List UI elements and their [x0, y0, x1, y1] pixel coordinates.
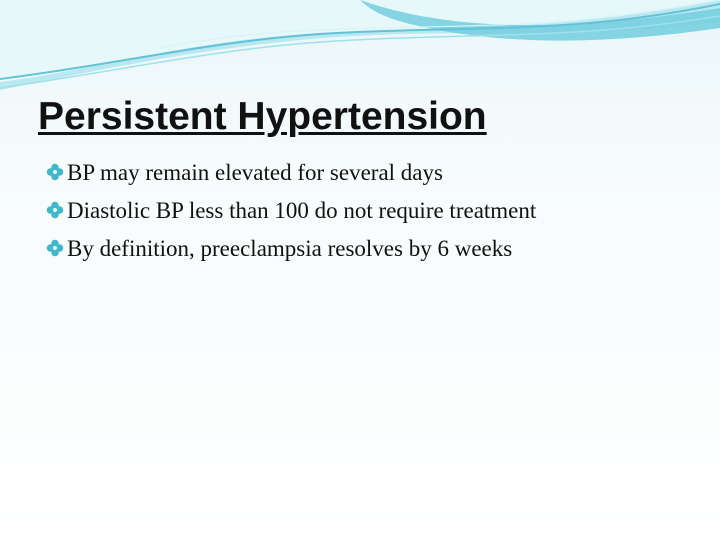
bullet-text: Diastolic BP less than 100 do not require treatment: [67, 197, 537, 223]
slide-title: Persistent Hypertension: [38, 95, 487, 138]
clover-bullet-icon: [46, 201, 64, 219]
header-wave-decoration: [0, 0, 720, 96]
clover-bullet-icon: [46, 239, 64, 257]
bullet-item: [46, 229, 696, 267]
bullet-item: [46, 153, 696, 191]
clover-bullet-icon: [53, 170, 57, 174]
clover-bullet-icon: [53, 246, 57, 250]
bullet-text: By definition, preeclampsia resolves by 6 weeks: [67, 235, 513, 261]
bullet-text: BP may remain elevated for several days: [67, 159, 443, 185]
bullet-item: [46, 191, 696, 229]
clover-bullet-icon: [53, 208, 57, 212]
clover-bullet-icon: [46, 163, 64, 181]
bullet-list: [46, 153, 696, 267]
